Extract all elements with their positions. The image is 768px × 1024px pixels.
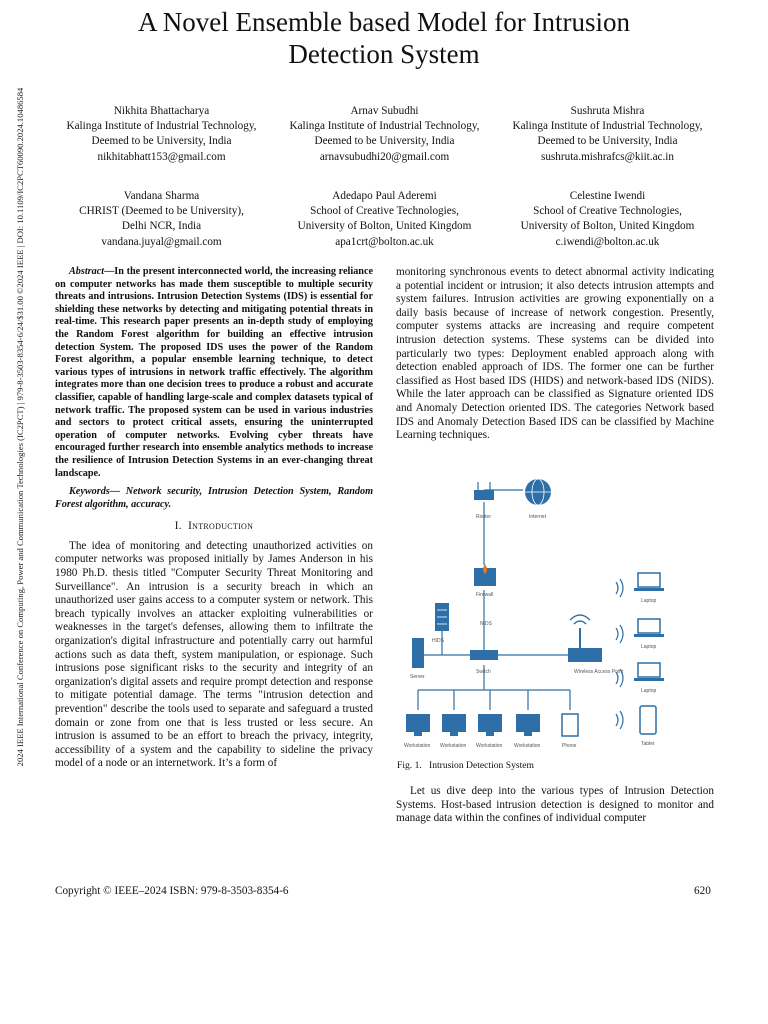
wifi-signal-icon [616, 579, 623, 729]
right-column-top [396, 266, 714, 443]
paper-title [40, 6, 728, 70]
switch-label: Switch [476, 669, 491, 675]
section-heading-introduction [55, 520, 373, 534]
workstation-label: Workstation [476, 743, 503, 749]
abstract [55, 266, 373, 480]
author-affiliation: Deemed to be University, India [314, 135, 455, 148]
author-name: Adedapo Paul Aderemi [332, 190, 437, 202]
author-email: vandana.juyal@gmail.com [101, 235, 222, 248]
hids-server-icon [435, 603, 449, 631]
figure-caption [397, 760, 534, 771]
title-line-1: A Novel Ensemble based Model for Intrusion [138, 7, 630, 37]
author-name: Nikhita Bhattacharya [113, 105, 210, 117]
author-affiliation: Deemed to be University, India [537, 135, 678, 148]
keywords-label: Keywords— [69, 486, 120, 498]
laptop-label: Laptop [641, 598, 657, 604]
author-name: Sushruta Mishra [570, 105, 645, 117]
right-column-bottom [396, 785, 714, 826]
author-block [50, 104, 720, 254]
footer-copyright: Copyright © IEEE–2024 ISBN: 979-8-3503-8354-6 [55, 885, 289, 897]
tablet-label: Tablet [641, 741, 655, 747]
author-affiliation: Delhi NCR, India [121, 220, 202, 233]
ids-network-diagram [398, 470, 713, 755]
author-affiliation: School of Creative Technologies, [310, 205, 459, 218]
workstation-icon [406, 714, 540, 736]
author-email: c.iwendi@bolton.ac.uk [555, 235, 660, 248]
right-paragraph-2: Let us dive deep into the various types of Intrusion Detection Systems. Host-based intrusion detection is designed to monitor and manage data within the confines of individual computer [396, 785, 714, 825]
globe-icon [525, 479, 551, 505]
author-affiliation: Kalinga Institute of Industrial Technology, [512, 120, 703, 133]
firewall-label: Firewall [476, 592, 494, 598]
router-icon [474, 482, 494, 500]
author-affiliation: Kalinga Institute of Industrial Technology, [66, 120, 257, 133]
caption-number: Fig. 1. [397, 760, 422, 771]
laptop-label: Laptop [641, 644, 657, 650]
side-note-text: 2024 IEEE International Conference on Computing, Power and Communication Technologies (IC2PCT) | 979-8-3503-8354-6/24/$31.00 ©2024 IEEE | DOI: 10.1109/IC2PCT60090.2024.10486584 [15, 87, 25, 767]
author-affiliation: University of Bolton, United Kingdom [297, 220, 472, 233]
right-paragraph-1: monitoring synchronous events to detect abnormal activity indicating a potential incident or intrusion; it also detects intrusion attempts and system failures. Intrusion activities are growing exponentially on a daily basis because of increase of network congestion. Presently, computer systems attacks are increasing and require competent intrusion detection systems. These systems can be divided into particularly two types: Deployment enabled approach along with detection enabled approach of IDS. The former one can be further classified as Host based IDS (HIDS) and network-based IDS (NIDS). While the later approach can be classified as Signature oriented IDS and Anomaly Detection oriented IDS. The categories Network based IDS and Anomaly Detection Based IDS can be classified by Machine Learning techniques. [396, 266, 714, 442]
title-line-2: Detection System [288, 39, 480, 69]
firewall-icon [474, 564, 496, 586]
author-5 [273, 189, 496, 250]
switch-icon [470, 650, 498, 660]
phone-icon [562, 714, 578, 736]
author-6 [496, 189, 719, 250]
tablet-icon [640, 706, 656, 734]
author-name: Vandana Sharma [123, 190, 200, 202]
hids-label: HIDS [432, 638, 444, 644]
author-name: Celestine Iwendi [569, 190, 646, 202]
workstation-label: Workstation [404, 743, 431, 749]
nids-label: NIDS [480, 621, 492, 627]
keywords [55, 486, 373, 511]
wap-label: Wireless Access Point [574, 669, 624, 675]
author-affiliation: Deemed to be University, India [91, 135, 232, 148]
server-icon [412, 638, 424, 668]
laptop-label: Laptop [641, 688, 657, 694]
author-affiliation: CHRIST (Deemed to be University), [79, 205, 244, 218]
side-doi-note [10, 12, 24, 832]
author-affiliation: Kalinga Institute of Industrial Technology, [289, 120, 480, 133]
author-4 [50, 189, 273, 250]
laptop-icon [634, 573, 664, 681]
author-email: apa1crt@bolton.ac.uk [335, 235, 434, 248]
author-email: nikhitabhatt153@gmail.com [97, 150, 226, 163]
router-label: Router [476, 514, 492, 520]
footer-page-number: 620 [694, 885, 711, 897]
workstation-label: Workstation [440, 743, 467, 749]
abstract-text: —In the present interconnected world, the increasing reliance on computer networks has made them susceptible to multiple security threats and intrusions. Intrusion Detection Systems (IDS) is essential for shielding these networks by detecting and mitigating potential threats in real-time. This research paper presents an in-depth study of employing the Random Forest algorithm for building an effective intrusion detection System. The proposed IDS uses the power of the Random Forest algorithm, a popular ensemble learning technique, to detect various types of intrusions in network traffic effectively. The algorithm integrates more than one decision trees to produce a robust and accurate classifier, capable of handling large-scale and complex datasets typical of network traffic. The proposed system can be used in various industries and sectors to protect critical assets, ensuring the uninterrupted operation of computer networks. Evolving cyber threats have encouraged further research into ensemble analytics methods to increase the resilience of Intrusion Detection Systems in an ever-changing threat landscape. [55, 266, 373, 479]
phone-label: Phone [562, 743, 577, 749]
author-affiliation: School of Creative Technologies, [533, 205, 682, 218]
wireless-access-point-icon [568, 615, 602, 662]
author-affiliation: University of Bolton, United Kingdom [520, 220, 695, 233]
author-2 [273, 104, 496, 165]
author-email: sushruta.mishrafcs@kiit.ac.in [540, 150, 675, 163]
author-3 [496, 104, 719, 165]
server-label: Server [410, 674, 425, 680]
section-number: I. [174, 520, 182, 533]
left-column [55, 266, 373, 771]
caption-text: Intrusion Detection System [429, 760, 534, 771]
section-title: Introduction [188, 520, 254, 533]
author-name: Arnav Subudhi [350, 105, 419, 117]
internet-label: Internet [529, 514, 546, 520]
keywords-text: Network security, Intrusion Detection System, Random Forest algorithm, accuracy. [55, 486, 373, 510]
author-email: arnavsubudhi20@gmail.com [319, 150, 450, 163]
workstation-label: Workstation [514, 743, 541, 749]
abstract-label: Abstract [69, 266, 105, 277]
intro-paragraph: The idea of monitoring and detecting unauthorized activities on computer networks was proposed initially by James Anderson in his 1980 Ph.D. thesis titled "Computer Security Threat Monitoring and Surveillance". An intrusion is a security breach in which an unauthorized user gains access to a computer system or network. This breach typically involves an attacker exploiting vulnerabilities or weaknesses in the target's defenses, allowing them to infiltrate the organization's digital infrastructure and potentially carry out harmful actions such as data theft, system manipulation, or espionage. Such intrusions pose significant risks to the security and integrity of an organization's digital assets and require prompt detection and response to mitigate potential damage. The terms "intrusion detection and prevention" describe the tools used to separate and safeguard a trusted domain or zone from one that is less trusted or less secure. An intrusion is assumed to be an effort to breach the privacy, integrity, accessibility of a system and the capability to sideline the privacy model of a node or an internetwork. It’s a form of [55, 539, 373, 770]
author-1 [50, 104, 273, 165]
